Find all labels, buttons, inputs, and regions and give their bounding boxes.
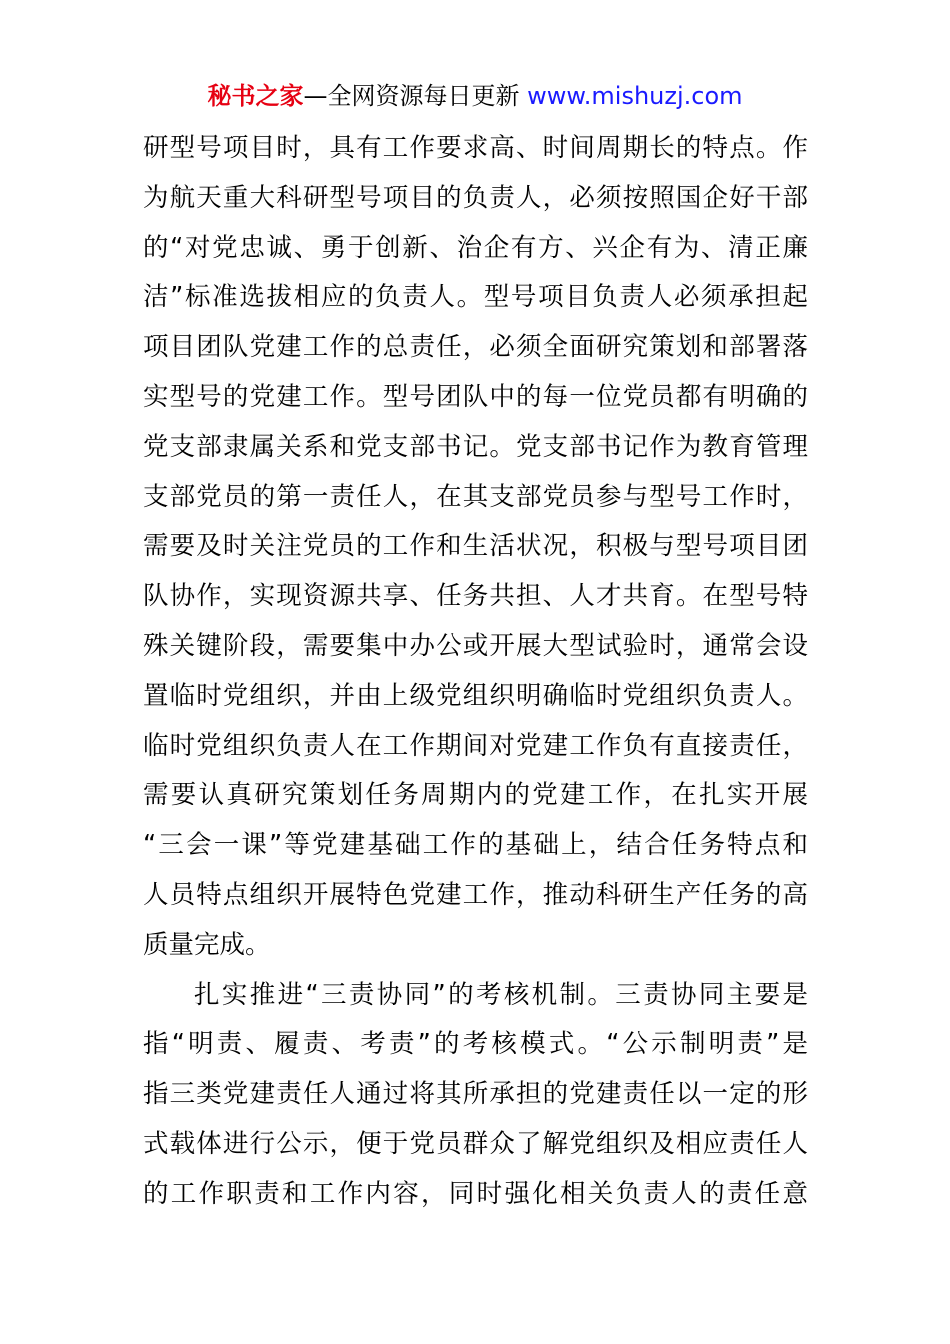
brand-name: 秘书之家 (207, 82, 304, 110)
text-line: 的工作职责和工作内容，同时强化相关负责人的责任意 (143, 1178, 808, 1209)
text-line: 队协作，实现资源共享、任务共担、人才共育。在型号特 (143, 581, 808, 612)
text-line: 指“明责、履责、考责”的考核模式。“公示制明责”是 (143, 1029, 808, 1060)
text-line: 殊关键阶段，需要集中办公或开展大型试验时，通常会设 (143, 630, 808, 661)
text-line: 人员特点组织开展特色党建工作，推动科研生产任务的高 (143, 879, 808, 910)
text-line: 为航天重大科研型号项目的负责人，必须按照国企好干部 (143, 182, 808, 213)
text-line: 扎实推进“三责协同”的考核机制。三责协同主要是 (194, 979, 808, 1010)
text-line: 质量完成。 (143, 929, 271, 960)
text-line: “三会一课”等党建基础工作的基础上，结合任务特点和 (143, 830, 808, 861)
paragraph-1 (143, 124, 808, 971)
text-line: 洁”标准选拔相应的负责人。型号项目负责人必须承担起 (143, 282, 808, 313)
text-line: 支部党员的第一责任人，在其支部党员参与型号工作时， (143, 481, 808, 512)
text-line: 需要认真研究策划任务周期内的党建工作，在扎实开展 (143, 780, 808, 811)
text-line: 研型号项目时，具有工作要求高、时间周期长的特点。作 (143, 133, 808, 163)
text-line: 临时党组织负责人在工作期间对党建工作负有直接责任， (143, 730, 808, 761)
text-line: 实型号的党建工作。型号团队中的每一位党员都有明确的 (143, 381, 808, 412)
site-header (0, 80, 950, 112)
text-line: 的“对党忠诚、勇于创新、治企有方、兴企有为、清正廉 (143, 232, 808, 263)
paragraph-2 (143, 971, 808, 1220)
header-tagline: —全网资源每日更新 (303, 82, 528, 110)
text-line: 指三类党建责任人通过将其所承担的党建责任以一定的形 (143, 1079, 808, 1110)
text-line: 党支部隶属关系和党支部书记。党支部书记作为教育管理 (143, 431, 808, 462)
text-line: 项目团队党建工作的总责任，必须全面研究策划和部署落 (143, 332, 808, 363)
document-body (143, 124, 808, 1220)
site-url-link[interactable]: www.mishuzj.com (527, 82, 743, 110)
text-line: 式载体进行公示，便于党员群众了解党组织及相应责任人 (143, 1128, 808, 1159)
text-line: 置临时党组织，并由上级党组织明确临时党组织负责人。 (143, 680, 808, 711)
text-line: 需要及时关注党员的工作和生活状况，积极与型号项目团 (143, 531, 808, 562)
